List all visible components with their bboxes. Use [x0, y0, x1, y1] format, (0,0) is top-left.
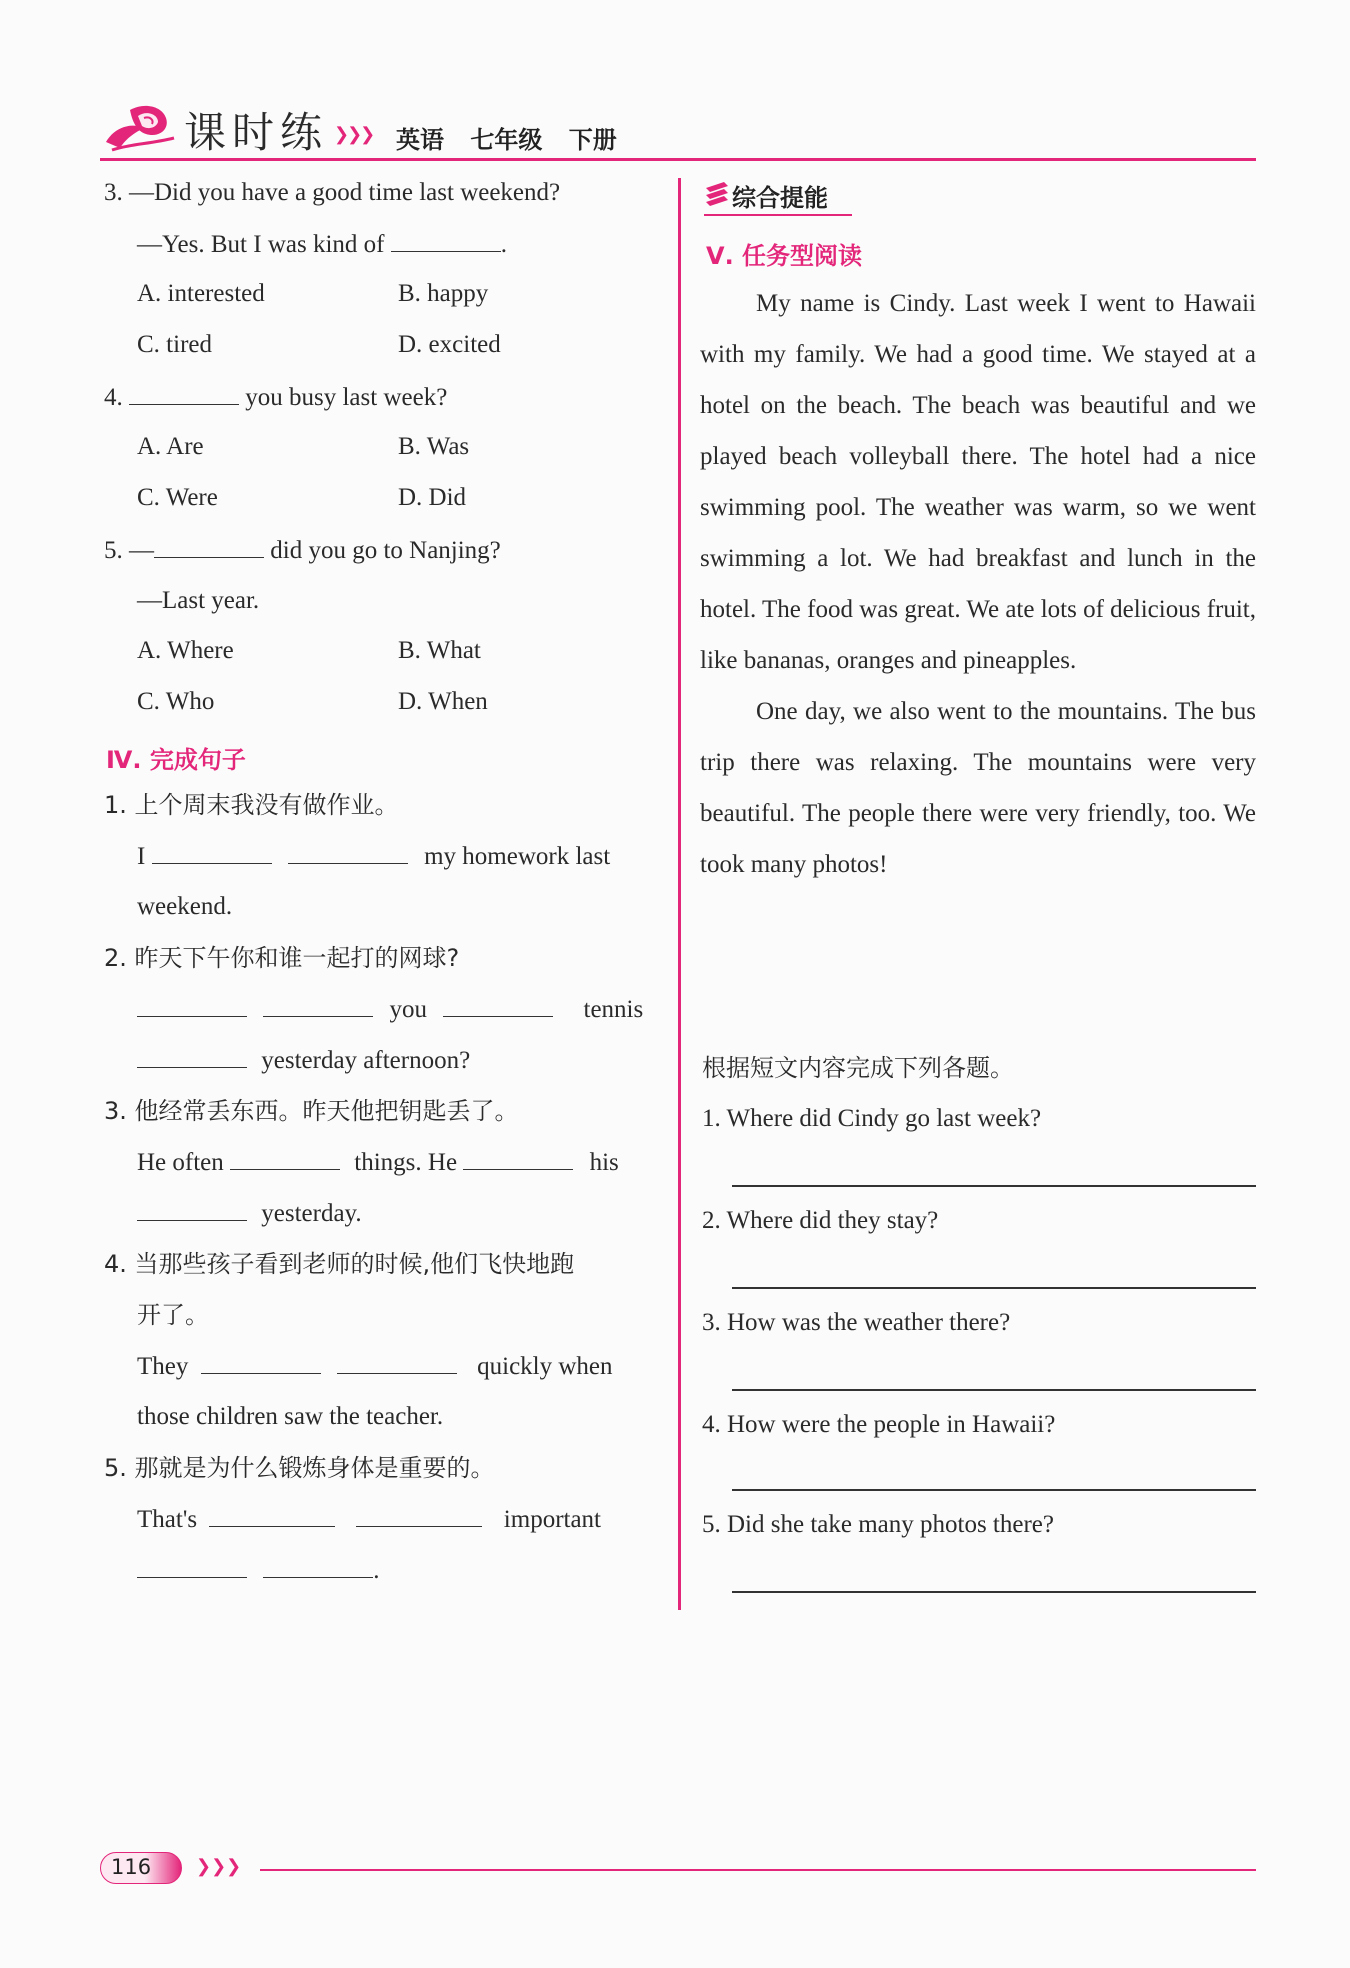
s4-blank-2[interactable] — [337, 1351, 457, 1374]
s2-blank-1[interactable] — [137, 994, 247, 1017]
s4-blank-1[interactable] — [201, 1351, 321, 1374]
header-divider — [100, 158, 1256, 161]
q4-option-c[interactable]: C. Were — [137, 484, 218, 511]
q5-option-c[interactable]: C. Who — [137, 688, 215, 715]
reading-q1-answer-line[interactable] — [732, 1185, 1256, 1187]
passage-paragraph-1: My name is Cindy. Last week I went to Hawaii with my family. We had a good time. We stayed at a hotel on the beach. The beach was beautiful and we played beach volleyball there. The hotel had a nice swimming pool. The weather was warm, so we went swimming a lot. We had breakfast and lunch in the hotel. The food was great. We ate lots of delicious fruit, like bananas, oranges and pineapples. — [700, 290, 1256, 674]
reading-q2: 2. Where did they stay? — [702, 1207, 939, 1234]
reading-q5: 5. Did she take many photos there? — [702, 1511, 1054, 1538]
q3-option-b[interactable]: B. happy — [398, 280, 489, 307]
s3-chinese: 3. 他经常丢东西。昨天他把钥匙丢了。 — [104, 1097, 519, 1125]
q3-answer — [137, 229, 507, 260]
s1-chinese: 1. 上个周末我没有做作业。 — [104, 791, 399, 819]
reading-passage — [700, 278, 1256, 890]
reading-q4: 4. How were the people in Hawaii? — [702, 1411, 1056, 1438]
page-number: 116 — [111, 1855, 152, 1879]
q4-blank[interactable] — [129, 382, 239, 405]
s2-mid-1: you — [389, 996, 427, 1023]
s5-pre: That's — [137, 1506, 198, 1533]
q5-blank[interactable] — [154, 535, 264, 558]
q4-option-a[interactable]: A. Are — [137, 433, 204, 460]
s4-english — [137, 1351, 613, 1382]
q5-question — [104, 535, 501, 566]
q3-question: 3. —Did you have a good time last weekend? — [104, 179, 561, 206]
s2-cont-text: yesterday afternoon? — [261, 1047, 471, 1074]
q4-question — [104, 382, 447, 413]
s5-cont — [137, 1555, 380, 1586]
s3-blank-2[interactable] — [463, 1147, 573, 1170]
s3-pre: He often — [137, 1149, 224, 1176]
reading-q5-answer-line[interactable] — [732, 1591, 1256, 1593]
q4-option-d[interactable]: D. Did — [398, 484, 467, 511]
s3-blank-1[interactable] — [230, 1147, 340, 1170]
page-number-badge — [100, 1852, 182, 1884]
s5-chinese: 5. 那就是为什么锻炼身体是重要的。 — [104, 1454, 495, 1482]
header-arrows-icon: ❯❯❯ — [334, 124, 374, 144]
s4-chinese-1: 4. 当那些孩子看到老师的时候,他们飞快地跑 — [104, 1250, 575, 1278]
s5-blank-3[interactable] — [137, 1555, 247, 1578]
reading-q1: 1. Where did Cindy go last week? — [702, 1105, 1042, 1132]
s2-english — [137, 994, 643, 1025]
book-stack-icon — [704, 180, 730, 210]
reading-q3-answer-line[interactable] — [732, 1389, 1256, 1391]
rose-logo-icon — [100, 98, 180, 158]
s4-chinese-2: 开了。 — [137, 1301, 209, 1329]
q3-option-d[interactable]: D. excited — [398, 331, 501, 358]
page-footer — [100, 1852, 1256, 1888]
footer-arrows-icon: ❯❯❯ — [196, 1856, 242, 1876]
s5-blank-2[interactable] — [356, 1504, 482, 1527]
s2-mid-2: tennis — [583, 996, 644, 1023]
page-header — [100, 96, 1256, 166]
q3-blank[interactable] — [391, 229, 501, 252]
s2-blank-2[interactable] — [263, 994, 373, 1017]
s4-cont: those children saw the teacher. — [137, 1403, 444, 1430]
s2-cont — [137, 1045, 470, 1076]
s3-mid: things. He — [354, 1149, 458, 1176]
s3-cont — [137, 1198, 362, 1229]
q5-text: did you go to Nanjing? — [270, 537, 501, 564]
s5-end: . — [373, 1557, 380, 1584]
passage-paragraph-2: One day, we also went to the mountains. The bus trip there was relaxing. The mountains were very beautiful. The people there were very friendly, too. We took many photos! — [700, 698, 1256, 878]
s1-blank-1[interactable] — [152, 841, 272, 864]
reading-q2-answer-line[interactable] — [732, 1287, 1256, 1289]
section-5-title: Ⅴ. 任务型阅读 — [706, 242, 863, 270]
q5-option-b[interactable]: B. What — [398, 637, 481, 664]
s1-pre: I — [137, 843, 146, 870]
s1-english — [137, 841, 610, 872]
s5-post: important — [503, 1506, 602, 1533]
s2-blank-4[interactable] — [137, 1045, 247, 1068]
q5-answer: —Last year. — [137, 587, 260, 614]
q4-option-b[interactable]: B. Was — [398, 433, 470, 460]
s4-post: quickly when — [477, 1353, 613, 1380]
section-4-title: Ⅳ. 完成句子 — [106, 746, 246, 774]
brand-title: 课时练 — [184, 108, 329, 157]
s2-blank-3[interactable] — [443, 994, 553, 1017]
subject: 英语 — [396, 126, 444, 154]
s5-english — [137, 1504, 601, 1535]
s5-blank-1[interactable] — [209, 1504, 335, 1527]
s3-english — [137, 1147, 619, 1178]
q3-answer-text: —Yes. But I was kind of — [137, 231, 385, 258]
q5-number: 5. — — [104, 537, 154, 564]
q3-option-a[interactable]: A. interested — [137, 280, 265, 307]
s2-chinese: 2. 昨天下午你和谁一起打的网球? — [104, 944, 460, 972]
footer-divider — [260, 1869, 1256, 1871]
q3-option-c[interactable]: C. tired — [137, 331, 212, 358]
reading-q4-answer-line[interactable] — [732, 1489, 1256, 1491]
s3-post: his — [589, 1149, 619, 1176]
q4-text: you busy last week? — [245, 384, 448, 411]
grade: 七年级 — [470, 126, 543, 154]
tag-underline — [704, 214, 852, 216]
column-divider — [678, 178, 681, 1610]
s5-blank-4[interactable] — [263, 1555, 373, 1578]
q3-answer-end: . — [500, 231, 507, 258]
subject-info — [396, 120, 635, 155]
q5-option-a[interactable]: A. Where — [137, 637, 234, 664]
q5-option-d[interactable]: D. When — [398, 688, 488, 715]
s1-cont: weekend. — [137, 893, 233, 920]
reading-instruction: 根据短文内容完成下列各题。 — [702, 1054, 1014, 1082]
s3-blank-3[interactable] — [137, 1198, 247, 1221]
s1-blank-2[interactable] — [288, 841, 408, 864]
s3-cont-text: yesterday. — [261, 1200, 362, 1227]
s1-post: my homework last — [424, 843, 611, 870]
q4-number: 4. — [104, 384, 123, 411]
comprehensive-title: 综合提能 — [732, 184, 828, 212]
volume: 下册 — [568, 126, 617, 154]
s4-pre: They — [137, 1353, 189, 1380]
reading-q3: 3. How was the weather there? — [702, 1309, 1011, 1336]
